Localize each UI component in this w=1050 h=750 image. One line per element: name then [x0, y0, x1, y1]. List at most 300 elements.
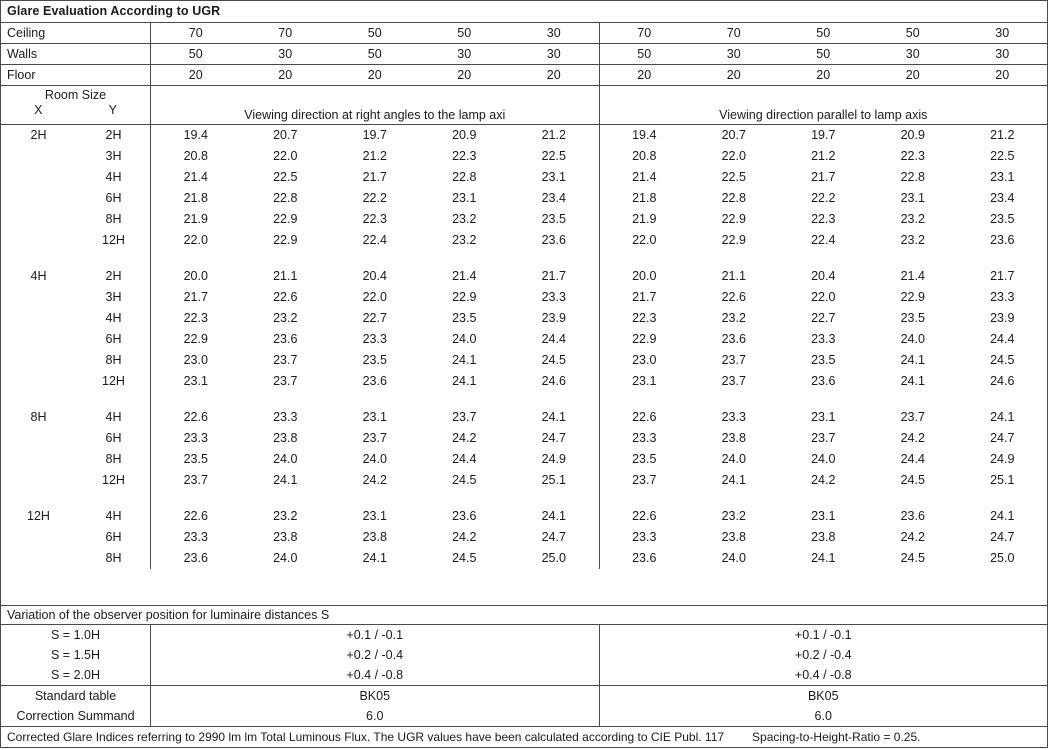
cell-y: 6H: [105, 191, 122, 205]
cell: 22.5: [721, 170, 746, 184]
cell-y: 4H: [105, 509, 122, 523]
cell: 23.8: [721, 431, 746, 445]
cell-x: [1, 287, 76, 308]
cell-x: [1, 167, 76, 188]
cell: 23.6: [541, 233, 566, 247]
cell: 23.9: [990, 311, 1015, 325]
cell-y: 3H: [105, 149, 122, 163]
cell: 6.0: [151, 706, 600, 726]
variation-label: S = 2.0H: [1, 665, 151, 685]
table-row-walls: [1, 44, 1047, 65]
cell: 22.6: [632, 410, 657, 424]
cell: 20.4: [362, 269, 387, 283]
cell-x: [1, 449, 76, 470]
cell: 23.1: [811, 410, 836, 424]
standard-table-label: Standard table: [1, 686, 151, 706]
cell: 22.6: [183, 509, 208, 523]
cell: 23.8: [811, 530, 836, 544]
cell-x: 8H: [30, 410, 47, 424]
column-group-header: [1, 86, 1047, 125]
cell: 21.9: [632, 212, 657, 226]
cell: +0.2 / -0.4: [794, 648, 852, 662]
cell: 21.2: [541, 128, 566, 142]
cell: 20: [816, 68, 831, 82]
viewing-direction-parallel-label: Viewing direction parallel to lamp axis: [719, 108, 928, 122]
cell: 20: [278, 68, 293, 82]
cell: 21.7: [183, 290, 208, 304]
table-row-variation: [1, 645, 1047, 665]
cell: 20.9: [900, 128, 925, 142]
cell: 23.5: [632, 452, 657, 466]
cell: 23.1: [990, 170, 1015, 184]
cell: 25.1: [990, 473, 1015, 487]
cell: 24.1: [900, 353, 925, 367]
cell-y: 8H: [105, 353, 122, 367]
cell-y: 12H: [102, 233, 125, 247]
table-row: [1, 470, 1047, 491]
cell: 24.1: [990, 509, 1015, 523]
cell: 23.7: [811, 431, 836, 445]
cell: 24.7: [541, 530, 566, 544]
cell: 23.9: [541, 311, 566, 325]
cell: 24.5: [541, 353, 566, 367]
cell: 23.7: [273, 353, 298, 367]
cell: 21.2: [811, 149, 836, 163]
cell: 24.1: [452, 374, 477, 388]
cell-x: [1, 527, 76, 548]
cell: 23.6: [452, 509, 477, 523]
cell: 23.7: [362, 431, 387, 445]
cell-x: [1, 428, 76, 449]
cell: 30: [546, 47, 561, 61]
cell-x: [1, 188, 76, 209]
cell: 25.0: [541, 551, 566, 565]
cell: 50: [816, 26, 831, 40]
cell: 24.4: [990, 332, 1015, 346]
footnote-spacing-ratio: Spacing-to-Height-Ratio = 0.25.: [752, 730, 921, 744]
cell: 21.7: [541, 269, 566, 283]
table-row: [1, 308, 1047, 329]
cell: 19.7: [811, 128, 836, 142]
table-row: [1, 125, 1047, 146]
cell: 23.8: [273, 530, 298, 544]
cell: 70: [278, 26, 293, 40]
cell: 24.0: [900, 332, 925, 346]
cell: 30: [546, 26, 561, 40]
cell: 20: [726, 68, 741, 82]
cell: 22.0: [273, 149, 298, 163]
row-spacer: [1, 392, 1047, 407]
table-row: [1, 230, 1047, 251]
cell: 21.7: [362, 170, 387, 184]
cell: +0.4 / -0.8: [151, 665, 600, 685]
cell-y: 2H: [105, 269, 122, 283]
cell: 30: [905, 47, 920, 61]
cell: 22.2: [362, 191, 387, 205]
cell: 23.1: [362, 509, 387, 523]
cell: 24.0: [273, 551, 298, 565]
cell: 24.2: [452, 431, 477, 445]
cell-x: [1, 470, 76, 491]
cell: 24.5: [452, 551, 477, 565]
cell: 22.9: [721, 212, 746, 226]
cell: 24.5: [900, 473, 925, 487]
cell: 23.3: [632, 431, 657, 445]
cell: 23.7: [183, 473, 208, 487]
cell-x: [1, 230, 76, 251]
cell: 23.2: [273, 509, 298, 523]
axis-y-label: Y: [108, 103, 117, 117]
cell: 23.6: [183, 551, 208, 565]
cell: 22.3: [183, 311, 208, 325]
cell: 23.2: [273, 311, 298, 325]
cell: 22.0: [632, 233, 657, 247]
cell: 20: [995, 68, 1010, 82]
cell: 23.2: [452, 233, 477, 247]
cell: 23.1: [541, 170, 566, 184]
row-spacer: [1, 251, 1047, 266]
cell: 22.8: [452, 170, 477, 184]
cell: 24.9: [990, 452, 1015, 466]
cell: 23.5: [811, 353, 836, 367]
cell: 23.1: [452, 191, 477, 205]
cell: 30: [278, 47, 293, 61]
cell: 24.0: [362, 452, 387, 466]
cell: BK05: [807, 689, 839, 703]
cell: 22.5: [273, 170, 298, 184]
cell: 20.7: [721, 128, 746, 142]
cell: 23.7: [900, 410, 925, 424]
cell: 22.3: [811, 212, 836, 226]
cell: 22.7: [362, 311, 387, 325]
cell: 23.5: [900, 311, 925, 325]
cell: 21.7: [632, 290, 657, 304]
row-spacer: [1, 491, 1047, 506]
room-size-header: [1, 86, 151, 124]
cell: 22.6: [721, 290, 746, 304]
cell: 22.8: [273, 191, 298, 205]
cell: 24.7: [541, 431, 566, 445]
cell-y: 6H: [105, 332, 122, 346]
cell-y: 12H: [102, 374, 125, 388]
cell: 22.3: [452, 149, 477, 163]
cell: 24.5: [990, 353, 1015, 367]
cell: 22.9: [183, 332, 208, 346]
cell: 23.7: [632, 473, 657, 487]
cell: 19.4: [183, 128, 208, 142]
cell: 20.0: [632, 269, 657, 283]
cell: 21.7: [811, 170, 836, 184]
cell: 22.0: [811, 290, 836, 304]
cell: 20.8: [183, 149, 208, 163]
cell: 23.4: [990, 191, 1015, 205]
cell: 23.7: [273, 374, 298, 388]
cell: 23.2: [721, 509, 746, 523]
cell: 24.5: [452, 473, 477, 487]
cell: 20.0: [183, 269, 208, 283]
cell: 23.5: [990, 212, 1015, 226]
cell: 23.0: [632, 353, 657, 367]
cell: 23.6: [811, 374, 836, 388]
cell: 50: [637, 47, 652, 61]
cell: 23.4: [541, 191, 566, 205]
cell-x: [1, 308, 76, 329]
cell: 23.3: [990, 290, 1015, 304]
table-row: [1, 287, 1047, 308]
cell: 24.1: [990, 410, 1015, 424]
cell: 23.6: [990, 233, 1015, 247]
cell: 30: [995, 47, 1010, 61]
cell: 23.5: [452, 311, 477, 325]
table-row-standard-table: [1, 686, 1047, 706]
cell: 24.2: [362, 473, 387, 487]
cell: 21.4: [452, 269, 477, 283]
cell-x: 4H: [30, 269, 47, 283]
correction-summand-label: Correction Summand: [1, 706, 151, 726]
cell: 21.7: [990, 269, 1015, 283]
cell: 24.5: [900, 551, 925, 565]
cell: 50: [367, 26, 382, 40]
cell: 19.7: [362, 128, 387, 142]
cell: 22.9: [273, 212, 298, 226]
cell: 30: [457, 47, 472, 61]
cell: 23.1: [362, 410, 387, 424]
cell: 23.3: [541, 290, 566, 304]
cell: 22.3: [362, 212, 387, 226]
cell: 20: [367, 68, 382, 82]
cell: 22.0: [721, 149, 746, 163]
cell: 22.5: [541, 149, 566, 163]
cell: 23.6: [273, 332, 298, 346]
cell: 22.4: [811, 233, 836, 247]
cell: 24.6: [990, 374, 1015, 388]
cell: +0.2 / -0.4: [151, 645, 600, 665]
cell-y: 8H: [105, 551, 122, 565]
cell: 23.5: [362, 353, 387, 367]
cell: 22.8: [900, 170, 925, 184]
cell: 30: [995, 26, 1010, 40]
row-label-floor: Floor: [1, 65, 151, 85]
cell-x: [1, 371, 76, 392]
cell: 23.3: [273, 410, 298, 424]
cell: 70: [637, 26, 652, 40]
cell: 23.2: [900, 233, 925, 247]
cell: 23.1: [811, 509, 836, 523]
cell: 24.2: [900, 431, 925, 445]
cell: 23.1: [900, 191, 925, 205]
cell: 70: [188, 26, 203, 40]
table-row-variation: [1, 665, 1047, 686]
cell: 23.5: [541, 212, 566, 226]
cell: 24.7: [990, 530, 1015, 544]
table-row: [1, 329, 1047, 350]
row-label-ceiling: Ceiling: [1, 23, 151, 43]
cell: 24.0: [811, 452, 836, 466]
cell: 23.8: [362, 530, 387, 544]
cell: 21.1: [721, 269, 746, 283]
footnote: [1, 727, 1047, 747]
table-row: [1, 548, 1047, 569]
cell: 24.1: [452, 353, 477, 367]
cell: +0.4 / -0.8: [794, 668, 852, 682]
footnote-text: Corrected Glare Indices referring to 2990 lm lm Total Luminous Flux. The UGR values have been calculated according to CIE Publ. 117: [7, 730, 725, 744]
cell: 23.3: [183, 530, 208, 544]
cell: 23.8: [721, 530, 746, 544]
table-row: [1, 209, 1047, 230]
cell: 20: [188, 68, 203, 82]
page-title: Glare Evaluation According to UGR: [1, 1, 1047, 23]
cell: 21.8: [632, 191, 657, 205]
cell-y: 6H: [105, 431, 122, 445]
cell: 23.3: [183, 431, 208, 445]
cell: 21.4: [632, 170, 657, 184]
cell-x: [1, 209, 76, 230]
cell: 24.1: [541, 509, 566, 523]
cell: 22.5: [990, 149, 1015, 163]
cell-x: 2H: [30, 128, 47, 142]
cell: 22.8: [721, 191, 746, 205]
cell: 23.6: [721, 332, 746, 346]
cell: 22.7: [811, 311, 836, 325]
cell: 23.7: [452, 410, 477, 424]
cell: 22.0: [183, 233, 208, 247]
cell-y: 8H: [105, 212, 122, 226]
cell: 20: [637, 68, 652, 82]
cell: 19.4: [632, 128, 657, 142]
cell: 22.9: [632, 332, 657, 346]
viewing-direction-perpendicular-label: Viewing direction at right angles to the lamp axi: [151, 86, 600, 124]
cell: 22.9: [452, 290, 477, 304]
cell: 21.9: [183, 212, 208, 226]
cell: 23.8: [273, 431, 298, 445]
cell: 21.4: [183, 170, 208, 184]
table-row: [1, 506, 1047, 527]
cell-y: 4H: [105, 311, 122, 325]
reflectance-header: [1, 23, 1047, 86]
cell: 23.3: [632, 530, 657, 544]
cell: 22.3: [632, 311, 657, 325]
cell: 50: [816, 47, 831, 61]
variation-label: S = 1.0H: [1, 625, 151, 645]
cell-y: 4H: [105, 410, 122, 424]
ugr-data-body: [1, 125, 1047, 605]
cell: 24.1: [721, 473, 746, 487]
cell-y: 3H: [105, 290, 122, 304]
cell: 24.0: [452, 332, 477, 346]
cell: 24.2: [811, 473, 836, 487]
cell-y: 2H: [105, 128, 122, 142]
cell-y: 4H: [105, 170, 122, 184]
table-row-variation: [1, 625, 1047, 645]
cell: BK05: [151, 686, 600, 706]
cell: 23.2: [452, 212, 477, 226]
cell-x: [1, 350, 76, 371]
cell: 20: [457, 68, 472, 82]
cell: 24.9: [541, 452, 566, 466]
cell: 23.6: [362, 374, 387, 388]
cell: 23.1: [183, 374, 208, 388]
cell: 24.2: [900, 530, 925, 544]
cell: 20.9: [452, 128, 477, 142]
table-row: [1, 371, 1047, 392]
cell: 25.0: [990, 551, 1015, 565]
table-row: [1, 266, 1047, 287]
cell: 24.0: [721, 452, 746, 466]
cell: 23.3: [362, 332, 387, 346]
cell: 22.6: [183, 410, 208, 424]
cell: 24.0: [721, 551, 746, 565]
cell-x: [1, 548, 76, 569]
cell: 22.6: [273, 290, 298, 304]
cell: 24.6: [541, 374, 566, 388]
cell: 23.6: [632, 551, 657, 565]
cell: 24.1: [362, 551, 387, 565]
axis-x-label: X: [34, 103, 43, 117]
table-row: [1, 146, 1047, 167]
variation-title: Variation of the observer position for luminaire distances S: [7, 608, 330, 622]
cell: 20.4: [811, 269, 836, 283]
cell: 23.2: [900, 212, 925, 226]
cell: +0.1 / -0.1: [151, 625, 600, 645]
cell-x: [1, 146, 76, 167]
cell: +0.1 / -0.1: [794, 628, 852, 642]
cell: 20.7: [273, 128, 298, 142]
cell: 22.9: [900, 290, 925, 304]
cell: 30: [726, 47, 741, 61]
cell: 70: [726, 26, 741, 40]
cell: 50: [905, 26, 920, 40]
table-row-ceiling: [1, 23, 1047, 44]
cell: 24.4: [900, 452, 925, 466]
cell-y: 6H: [105, 530, 122, 544]
cell: 21.2: [990, 128, 1015, 142]
cell: 25.1: [541, 473, 566, 487]
cell: 20: [905, 68, 920, 82]
cell: 23.6: [900, 509, 925, 523]
cell: 50: [188, 47, 203, 61]
cell: 22.2: [811, 191, 836, 205]
variation-label: S = 1.5H: [1, 645, 151, 665]
cell: 21.1: [273, 269, 298, 283]
cell: 23.1: [632, 374, 657, 388]
cell: 23.5: [183, 452, 208, 466]
cell: 50: [367, 47, 382, 61]
cell-y: 12H: [102, 473, 125, 487]
cell: 23.2: [721, 311, 746, 325]
cell: 23.0: [183, 353, 208, 367]
cell: 22.0: [362, 290, 387, 304]
room-size-label: Room Size: [44, 88, 107, 102]
cell: 24.7: [990, 431, 1015, 445]
cell: 20: [546, 68, 561, 82]
cell: 6.0: [814, 709, 832, 723]
cell: 24.4: [541, 332, 566, 346]
table-row-correction-summand: [1, 706, 1047, 727]
cell-x: [1, 329, 76, 350]
cell: 21.8: [183, 191, 208, 205]
cell: 24.1: [811, 551, 836, 565]
cell: 20.8: [632, 149, 657, 163]
cell: 22.4: [362, 233, 387, 247]
cell: 24.2: [452, 530, 477, 544]
cell: 22.6: [632, 509, 657, 523]
cell: 23.7: [721, 353, 746, 367]
cell: 23.3: [811, 332, 836, 346]
cell: 24.4: [452, 452, 477, 466]
table-row: [1, 407, 1047, 428]
cell: 24.1: [273, 473, 298, 487]
cell: 23.3: [721, 410, 746, 424]
